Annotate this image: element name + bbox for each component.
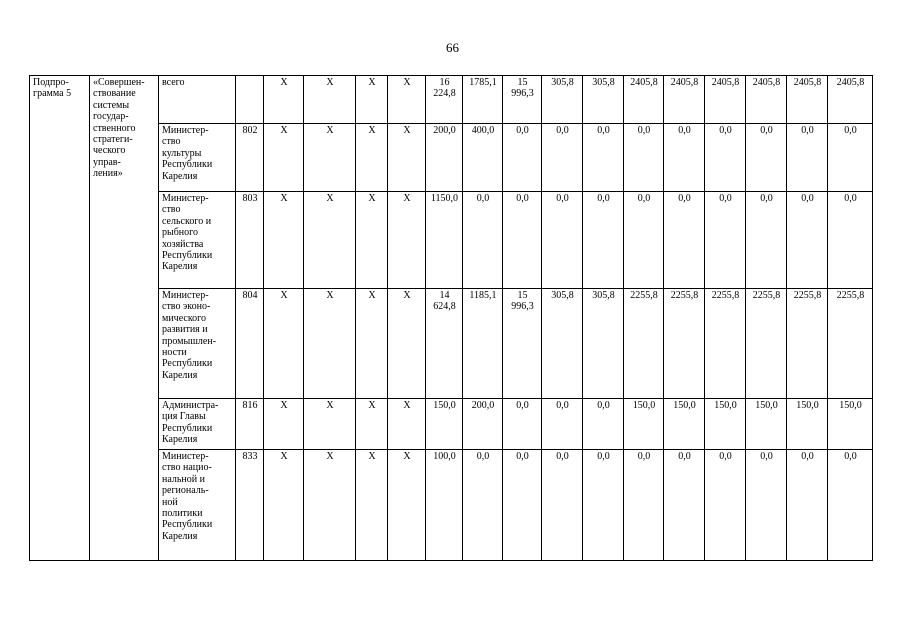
- budget-value: 0,0: [828, 124, 873, 192]
- budget-value: 0,0: [664, 450, 705, 561]
- budget-value: 0,0: [746, 192, 787, 289]
- gp-code: X: [264, 192, 304, 289]
- pp-code: X: [304, 289, 356, 399]
- budget-value: 15 996,3: [503, 289, 542, 399]
- budget-value: 2255,8: [787, 289, 828, 399]
- om-code: X: [356, 76, 388, 124]
- gp-code: X: [264, 399, 304, 450]
- budget-table: [29, 75, 873, 561]
- executor-name: всего: [159, 76, 236, 124]
- budget-value: 0,0: [542, 192, 583, 289]
- budget-value: 2405,8: [746, 76, 787, 124]
- budget-value: 150,0: [787, 399, 828, 450]
- budget-value: 1150,0: [426, 192, 463, 289]
- budget-value: 0,0: [583, 124, 624, 192]
- gp-code: X: [264, 124, 304, 192]
- vr-code: X: [388, 76, 426, 124]
- gp-code: X: [264, 76, 304, 124]
- budget-value: 150,0: [664, 399, 705, 450]
- page-number: 66: [446, 40, 459, 55]
- budget-value: 305,8: [583, 289, 624, 399]
- om-code: X: [356, 450, 388, 561]
- budget-value: 2255,8: [828, 289, 873, 399]
- budget-value: 0,0: [583, 450, 624, 561]
- budget-value: 305,8: [542, 76, 583, 124]
- vr-code: X: [388, 399, 426, 450]
- budget-value: 150,0: [705, 399, 746, 450]
- om-code: X: [356, 192, 388, 289]
- budget-value: 2405,8: [705, 76, 746, 124]
- budget-value: 2255,8: [705, 289, 746, 399]
- budget-value: 2255,8: [746, 289, 787, 399]
- gp-code: X: [264, 450, 304, 561]
- budget-value: 400,0: [463, 124, 503, 192]
- budget-value: 0,0: [787, 124, 828, 192]
- subprogram-name: «Совершен- ствование системы государ- ственного стратеги- ческого управ- ления»: [90, 76, 159, 561]
- budget-value: 150,0: [746, 399, 787, 450]
- budget-value: 100,0: [426, 450, 463, 561]
- budget-value: 305,8: [542, 289, 583, 399]
- budget-value: 0,0: [542, 124, 583, 192]
- budget-value: 150,0: [426, 399, 463, 450]
- budget-value: 0,0: [583, 192, 624, 289]
- budget-value: 0,0: [828, 192, 873, 289]
- vr-code: X: [388, 450, 426, 561]
- vr-code: X: [388, 289, 426, 399]
- budget-value: 0,0: [624, 450, 664, 561]
- om-code: X: [356, 124, 388, 192]
- budget-value: 2255,8: [664, 289, 705, 399]
- budget-value: 200,0: [463, 399, 503, 450]
- vr-code: X: [388, 192, 426, 289]
- budget-value: 305,8: [583, 76, 624, 124]
- budget-value: 0,0: [624, 124, 664, 192]
- budget-value: 0,0: [503, 399, 542, 450]
- ministry-code: 833: [236, 450, 264, 561]
- budget-value: 0,0: [746, 450, 787, 561]
- budget-value: 150,0: [624, 399, 664, 450]
- budget-value: 0,0: [503, 124, 542, 192]
- budget-value: 150,0: [828, 399, 873, 450]
- budget-value: 1785,1: [463, 76, 503, 124]
- budget-value: 0,0: [542, 399, 583, 450]
- budget-value: 0,0: [624, 192, 664, 289]
- executor-name: Министер- ство сельского и рыбного хозяйства Республики Карелия: [159, 192, 236, 289]
- ministry-code: 802: [236, 124, 264, 192]
- pp-code: X: [304, 76, 356, 124]
- budget-value: 0,0: [787, 192, 828, 289]
- budget-value: 2405,8: [664, 76, 705, 124]
- budget-value: 0,0: [463, 192, 503, 289]
- executor-name: Министер- ство эконо- мического развития и промышлен- ности Республики Карелия: [159, 289, 236, 399]
- budget-value: 0,0: [828, 450, 873, 561]
- om-code: X: [356, 399, 388, 450]
- budget-value: 0,0: [463, 450, 503, 561]
- ministry-code: 816: [236, 399, 264, 450]
- budget-value: 2405,8: [624, 76, 664, 124]
- executor-name: Министер- ство культуры Республики Карелия: [159, 124, 236, 192]
- budget-value: 16 224,8: [426, 76, 463, 124]
- budget-value: 0,0: [705, 192, 746, 289]
- executor-name: Администра- ция Главы Республики Карелия: [159, 399, 236, 450]
- budget-value: 0,0: [705, 450, 746, 561]
- budget-value: 2405,8: [787, 76, 828, 124]
- ministry-code: 804: [236, 289, 264, 399]
- budget-value: 0,0: [542, 450, 583, 561]
- budget-value: 200,0: [426, 124, 463, 192]
- executor-name: Министер- ство нацио- нальной и региональ- ной политики Республики Карелия: [159, 450, 236, 561]
- subprogram-label: Подпро- грамма 5: [30, 76, 90, 561]
- ministry-code: [236, 76, 264, 124]
- budget-value: 2405,8: [828, 76, 873, 124]
- budget-value: 1185,1: [463, 289, 503, 399]
- budget-value: 0,0: [746, 124, 787, 192]
- budget-value: 2255,8: [624, 289, 664, 399]
- budget-value: 0,0: [503, 450, 542, 561]
- budget-value: 0,0: [705, 124, 746, 192]
- vr-code: X: [388, 124, 426, 192]
- budget-value: 0,0: [664, 124, 705, 192]
- budget-value: 0,0: [664, 192, 705, 289]
- budget-value: 15 996,3: [503, 76, 542, 124]
- budget-value: 14 624,8: [426, 289, 463, 399]
- gp-code: X: [264, 289, 304, 399]
- budget-value: 0,0: [787, 450, 828, 561]
- ministry-code: 803: [236, 192, 264, 289]
- budget-value: 0,0: [503, 192, 542, 289]
- pp-code: X: [304, 124, 356, 192]
- pp-code: X: [304, 399, 356, 450]
- pp-code: X: [304, 192, 356, 289]
- table-row: [30, 76, 873, 124]
- om-code: X: [356, 289, 388, 399]
- budget-value: 0,0: [583, 399, 624, 450]
- pp-code: X: [304, 450, 356, 561]
